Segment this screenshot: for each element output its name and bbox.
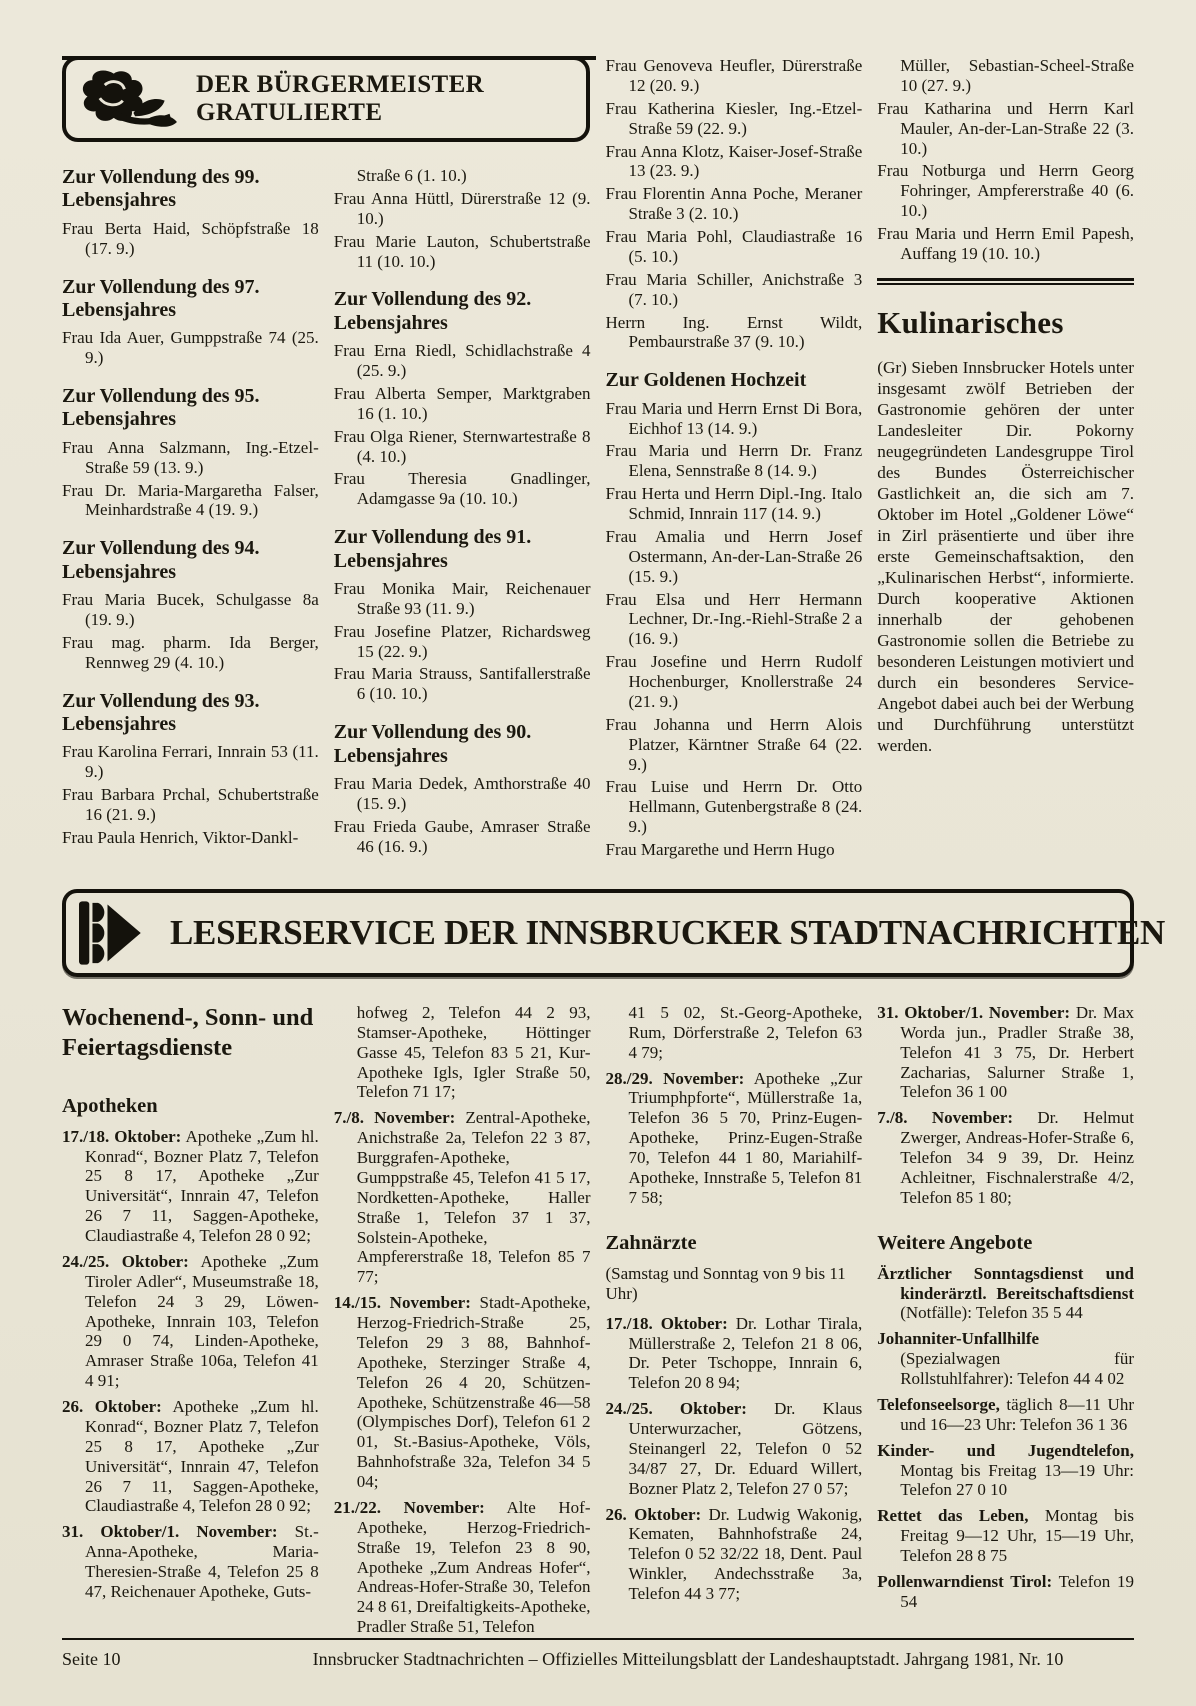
congrats-column-4 (877, 56, 1134, 863)
congrats-entry: Frau Genoveva Heufler, Dürerstraße 12 (20. 9.) (605, 56, 863, 95)
kulinarisches-heading: Kulinarisches (877, 304, 1064, 340)
service-entry (62, 1127, 319, 1246)
congrats-entry: Frau Florentin Anna Poche, Meraner Straße 3 (2. 10.) (605, 184, 863, 224)
congrats-entry: Frau Paula Henrich, Viktor-Dankl- (62, 827, 299, 847)
footer-imprint: Innsbrucker Stadtnachrichten – Offizielles Mitteilungsblatt der Landeshauptstadt. Jahrgang 1981, Nr. 10 (312, 1649, 1064, 1669)
congrats-entry: Frau Luise und Herrn Dr. Otto Hellmann, Gutenbergstraße 8 (24. 9.) (605, 777, 863, 837)
congrats-entry: Frau Maria und Herrn Ernst Di Bora, Eichhof 13 (14. 9.) (605, 398, 863, 438)
service-entry-date: 14./15. November: (333, 1293, 471, 1313)
entry-list (62, 328, 319, 368)
service-entry-list (62, 1127, 319, 1602)
service-entry (877, 1506, 1134, 1566)
service-entry-date: 17./18. Oktober: (62, 1126, 182, 1146)
congratulations-section (62, 56, 1134, 863)
service-entry-label: Pollenwarndienst Tirol: (877, 1571, 1053, 1591)
service-entry-text: Dr. Lothar Tirala, Müllerstraße 2, Telefon 21 8 06, Dr. Peter Tschoppe, Innrain 6, Telefon 20 8 94; (628, 1313, 863, 1393)
congrats-entry: Frau Maria Strauss, Santifallerstraße 6 (10. 10.) (333, 664, 591, 704)
service-entry-date: 28./29. November: (605, 1068, 745, 1088)
zahnaerzte-heading: Zahnärzte (605, 1231, 697, 1254)
congrats-entry: Frau Maria Pohl, Claudiastraße 16 (5. 10.) (605, 227, 863, 266)
service-entry-date: 31. Oktober/1. November: (62, 1522, 278, 1542)
congrats-entry: Frau Dr. Maria-Margaretha Falser, Meinhardstraße 4 (19. 9.) (62, 480, 319, 520)
service-entry-continuation: 41 5 02, St.-Georg-Apotheke, Rum, Dörferstraße 2, Telefon 63 4 79; (628, 1002, 863, 1062)
congrats-entry: Frau Josefine Platzer, Richardsweg 15 (22. 9.) (333, 621, 591, 661)
congrats-entry: Frau Maria und Herrn Dr. Franz Elena, Sennstraße 8 (14. 9.) (605, 441, 863, 481)
service-entry-text: Montag bis Freitag 13—19 Uhr: Telefon 27 0 10 (900, 1460, 1134, 1500)
congrats-entry: Frau Katherina Kiesler, Ing.-Etzel-Straße 59 (22. 9.) (605, 98, 863, 138)
entry-list (62, 438, 319, 521)
kulinarisches-body: (Gr) Sieben Innsbrucker Hotels unter insgesamt zwölf Betrieben der Gastronomie gehören der unter Landesleiter Dir. Pokorny neugegründeten Landesgruppe Tirol des Bundes Österreichischer Gastlichkeit an, die sich am 7. Oktober im Hotel „Goldener Löwe“ in Zirl präsentierte und über ihre erste Gemeinschaftsaktion, den „Kulinarischen Herbst“, informierte. Durch kooperative Aktionen innerhalb der gehobenen Gastronomie sollen die Betriebe zu besonderen Leistungen motiviert und durch ein besonderes Service-Angebot dabei auch bei der Werbung und Durchführung unterstützt werden. (877, 357, 1134, 755)
service-entry-text: Dr. Klaus Unterwurzacher, Götzens, Steinangerl 22, Telefon 0 52 34/87 27, Dr. Eduard Willert, Bozner Platz 2, Telefon 27 0 57; (628, 1399, 863, 1498)
age-heading-97: Zur Vollendung des 97. Lebensjahres (62, 275, 260, 321)
service-entry-continuation: hofweg 2, Telefon 44 2 93, Stamser-Apotheke, Höttinger Gasse 45, Telefon 83 5 21, Kur-Apotheke Igls, Igler Straße 50, Telefon 71 17; (356, 1002, 591, 1102)
congrats-entry: Frau Johanna und Herrn Alois Platzer, Kärntner Straße 64 (22. 9.) (605, 714, 863, 774)
congrats-column-3 (606, 56, 863, 863)
service-entry-text: Dr. Helmut Zwerger, Andreas-Hofer-Straße 6, Telefon 34 9 39, Dr. Heinz Achleitner, Fischnalerstraße 4/2, Telefon 85 1 80; (900, 1108, 1134, 1207)
zahnaerzte-note: (Samstag und Sonntag von 9 bis 11 Uhr) (605, 1263, 846, 1303)
age-heading-93: Zur Vollendung des 93. Lebensjahres (62, 689, 260, 736)
service-entry-date: 7./8. November: (333, 1108, 456, 1128)
services-section (62, 1003, 1134, 1643)
service-entry-list (877, 1003, 1134, 1208)
service-entry (62, 1397, 319, 1516)
weitere-angebote-heading: Weitere Angebote (877, 1231, 1033, 1254)
service-entry-text: Zentral-Apotheke, Anichstraße 2a, Telefon 22 3 87, Burggrafen-Apotheke, Gumppstraße 45, Telefon 41 5 17, Nordketten-Apotheke, Haller Straße 1, Telefon 37 1 37, Solstein-Apotheke, Ampfererstraße 18, Telefon 85 7 77; (356, 1108, 591, 1287)
service-entry-text: St.-Anna-Apotheke, Maria-Theresien-Straße 4, Telefon 25 8 47, Reichenauer Apotheke, Guts- (84, 1522, 319, 1601)
congrats-entry: Frau Berta Haid, Schöpfstraße 18 (17. 9.) (62, 218, 319, 258)
entry-list (334, 341, 591, 509)
service-entry (877, 1108, 1134, 1207)
service-entry (334, 1293, 591, 1492)
service-entry-date: 26. Oktober: (62, 1397, 162, 1417)
service-entry (606, 1399, 863, 1498)
entry-list (334, 774, 591, 857)
entry-list (606, 399, 863, 860)
service-entry (606, 1314, 863, 1394)
service-entry-date: 7./8. November: (877, 1108, 1014, 1128)
congrats-entry: Frau Anna Klotz, Kaiser-Josef-Straße 13 (23. 9.) (605, 141, 863, 181)
services-column-3 (606, 1003, 863, 1643)
congrats-entry: Frau Erna Riedl, Schidlachstraße 4 (25. 9.) (333, 341, 591, 381)
congrats-entry: Frau Frieda Gaube, Amraser Straße 46 (16. 9.) (333, 816, 591, 856)
entry-list (62, 742, 319, 847)
age-heading-94: Zur Vollendung des 94. Lebensjahres (62, 537, 260, 583)
congrats-entry: Frau Elsa und Herr Hermann Lechner, Dr.-Ing.-Riehl-Straße 2 a (16. 9.) (605, 589, 863, 649)
congrats-entry: Frau Margarethe und Herrn Hugo (605, 840, 835, 860)
service-entry-text: Apotheke „Zum Tiroler Adler“, Museumstraße 18, Telefon 24 3 29, Löwen-Apotheke, Innrain 103, Telefon 29 0 74, Linden-Apotheke, Amraser Straße 106a, Telefon 41 4 91; (84, 1251, 319, 1391)
service-entry-list (334, 1108, 591, 1637)
service-entry-label: Ärztlicher Sonntagsdienst und kinderärztl. Bereitschaftsdienst (877, 1263, 1134, 1303)
masthead (62, 56, 590, 142)
congrats-entry-continuation: Straße 6 (1. 10.) (356, 166, 467, 185)
congrats-entry: Herrn Ing. Ernst Wildt, Pembaurstraße 37 (9. 10.) (605, 312, 863, 352)
services-column-1 (62, 1003, 319, 1643)
congrats-entry-continuation: Müller, Sebastian-Scheel-Straße 10 (27. 9.) (900, 56, 1134, 95)
congrats-entry: Frau Alberta Semper, Marktgraben 16 (1. 10.) (333, 383, 591, 423)
entry-list (877, 99, 1134, 264)
service-entry-date: 17./18. Oktober: (605, 1313, 728, 1333)
congrats-entry: Frau Marie Lauton, Schubertstraße 11 (10. 10.) (333, 231, 591, 271)
service-entry-label: Rettet das Leben, (877, 1506, 1029, 1526)
page-number: Seite 10 (62, 1649, 121, 1669)
service-entry-text: Alte Hof-Apotheke, Herzog-Friedrich-Straße 19, Telefon 23 8 90, Apotheke „Zum Andreas Hofer“, Andreas-Hofer-Straße 30, Telefon 24 8 61, Dreifaltigkeits-Apotheke, Pradler Straße 51, Telefon (356, 1497, 591, 1637)
congrats-entry: Frau Katharina und Herrn Karl Mauler, An-der-Lan-Straße 22 (3. 10.) (877, 98, 1134, 158)
service-entry-text: Apotheke „Zum hl. Konrad“, Bozner Platz 7, Telefon 25 8 17, Apotheke „Zur Universität“, Innrain 47, Telefon 26 7 11, Saggen-Apotheke, Claudiastraße 4, Telefon 28 0 92; (84, 1397, 319, 1516)
service-entry-list (877, 1264, 1134, 1612)
leserservice-banner (62, 889, 1165, 977)
rose-icon (72, 67, 190, 131)
congrats-entry: Frau Josefine und Herrn Rudolf Hochenburger, Knollerstraße 24 (21. 9.) (605, 652, 863, 711)
service-entry-label: Telefonseelsorge, (877, 1394, 1000, 1414)
service-entry (62, 1252, 319, 1391)
age-heading-90: Zur Vollendung des 90. Lebensjahres (333, 721, 532, 767)
service-entry-date: 24./25. Oktober: (62, 1251, 189, 1271)
congrats-entry: Frau Amalia und Herrn Josef Ostermann, An-der-Lan-Straße 26 (15. 9.) (605, 526, 863, 586)
services-title: Wochenend-, Sonn- und Feiertagsdienste (62, 1003, 314, 1061)
service-entry (877, 1003, 1134, 1102)
service-entry-date: 21./22. November: (333, 1497, 485, 1517)
congrats-entry: Frau Olga Riener, Sternwartestraße 8 (4. 10.) (333, 426, 591, 466)
service-entry-list (606, 1069, 863, 1208)
congrats-entry: Frau Monika Mair, Reichenauer Straße 93 (11. 9.) (333, 578, 591, 618)
service-entry-text: Apotheke „Zum hl. Konrad“, Bozner Platz 7, Telefon 25 8 17, Apotheke „Zur Universität“, Innrain 47, Telefon 26 7 11, Saggen-Apotheke, Claudiastraße 4, Telefon 28 0 92; (84, 1126, 319, 1246)
apotheken-heading: Apotheken (62, 1094, 158, 1117)
banner-title: LESERSERVICE DER INNSBRUCKER STADTNACHRICHTEN (170, 912, 1165, 952)
service-entry (606, 1505, 863, 1604)
congrats-entry: Frau Karolina Ferrari, Innrain 53 (11. 9.) (62, 742, 319, 782)
masthead-box (62, 56, 590, 142)
congrats-entry: Frau Ida Auer, Gumppstraße 74 (25. 9.) (62, 328, 319, 368)
age-heading-91: Zur Vollendung des 91. Lebensjahres (333, 526, 532, 572)
service-entry-text: Dr. Max Worda jun., Pradler Straße 38, Telefon 41 3 75, Dr. Herbert Zacharias, Salurner Straße 1, Telefon 36 1 00 (900, 1002, 1134, 1102)
congrats-entry: Frau Maria Bucek, Schulgasse 8a (19. 9.) (62, 590, 319, 629)
congrats-entry: Frau Anna Salzmann, Ing.-Etzel-Straße 59 (13. 9.) (62, 437, 319, 477)
service-entry-text: Apotheke „Zur Triumphpforte“, Müllerstraße 1a, Telefon 36 5 70, Prinz-Eugen-Apotheke, Prinz-Eugen-Straße 70, Telefon 44 1 80, Mariahilf-Apotheke, Innstraße 5, Telefon 81 7 58; (628, 1068, 863, 1207)
congrats-entry: Frau mag. pharm. Ida Berger, Rennweg 29 (4. 10.) (62, 632, 319, 672)
entry-list (62, 590, 319, 673)
congrats-entry: Frau Maria Dedek, Amthorstraße 40 (15. 9.) (333, 773, 591, 813)
service-entry-text: Stadt-Apotheke, Herzog-Friedrich-Straße 25, Telefon 29 3 88, Bahnhof-Apotheke, Sterzinger Straße 4, Telefon 26 4 20, Schützen-Apotheke, Schützenstraße 46—58 (Olympisches Dorf), Telefon 61 2 01, St.-Basius-Apotheke, Völs, Bahnhofstraße 32a, Telefon 34 5 04; (356, 1293, 591, 1492)
service-entry-date: 26. Oktober: (605, 1504, 702, 1524)
service-entry-list (606, 1314, 863, 1604)
service-entry (877, 1395, 1134, 1435)
service-entry-text: Telefon 19 54 (900, 1571, 1134, 1611)
congrats-entry: Frau Theresia Gnadlinger, Adamgasse 9a (10. 10.) (333, 469, 591, 509)
age-heading-95: Zur Vollendung des 95. Lebensjahres (62, 385, 260, 431)
congrats-column-1 (62, 56, 319, 863)
entry-list (334, 189, 591, 272)
service-entry-text: täglich 8—11 Uhr und 16—23 Uhr: Telefon 36 1 36 (900, 1394, 1134, 1434)
service-entry (334, 1108, 591, 1287)
entry-list (62, 219, 319, 259)
leserservice-icon (79, 898, 155, 968)
age-heading-92: Zur Vollendung des 92. Lebensjahres (333, 288, 532, 334)
masthead-title: DER BÜRGERMEISTER GRATULIERTE (196, 71, 485, 126)
service-entry (62, 1522, 319, 1602)
congrats-entry: Frau Notburga und Herrn Georg Fohringer, Ampfererstraße 40 (6. 10.) (877, 161, 1134, 221)
service-entry (606, 1069, 863, 1208)
congrats-entry: Frau Barbara Prchal, Schubertstraße 16 (21. 9.) (62, 785, 319, 825)
service-entry-text: Montag bis Freitag 9—12 Uhr, 15—19 Uhr, Telefon 28 8 75 (900, 1506, 1134, 1566)
service-entry-label: Kinder- und Jugendtelefon, (877, 1440, 1134, 1460)
congrats-entry: Frau Anna Hüttl, Dürerstraße 12 (9. 10.) (333, 188, 591, 228)
entry-list (334, 579, 591, 704)
page-footer (62, 1638, 1134, 1670)
services-column-2 (334, 1003, 591, 1643)
double-rule (877, 278, 1134, 285)
service-entry (334, 1498, 591, 1637)
service-entry (877, 1264, 1134, 1324)
service-entry-text: (Spezialwagen für Rollstuhlfahrer): Telefon 44 4 02 (900, 1349, 1134, 1389)
congrats-entry: Frau Herta und Herrn Dipl.-Ing. Italo Schmid, Innrain 117 (14. 9.) (605, 484, 863, 524)
service-entry-text: (Notfälle): Telefon 35 5 44 (900, 1303, 1083, 1323)
goldene-hochzeit-heading: Zur Goldenen Hochzeit (605, 369, 807, 392)
service-entry (877, 1441, 1134, 1501)
services-column-4 (877, 1003, 1134, 1643)
age-heading-99: Zur Vollendung des 99. Lebensjahres (62, 166, 260, 212)
service-entry-text: Dr. Ludwig Wakonig, Kematen, Bahnhofstraße 24, Telefon 0 52 32/22 18, Dent. Paul Winkler, Andechsstraße 3a, Telefon 44 3 77; (628, 1504, 863, 1604)
congrats-entry: Frau Maria und Herrn Emil Papesh, Auffang 19 (10. 10.) (877, 224, 1134, 263)
service-entry-date: 24./25. Oktober: (605, 1399, 747, 1419)
congrats-entry: Frau Maria Schiller, Anichstraße 3 (7. 10.) (605, 269, 863, 309)
service-entry-label: Johanniter-Unfallhilfe (877, 1329, 1040, 1349)
service-entry-date: 31. Oktober/1. November: (877, 1002, 1071, 1022)
service-entry (877, 1329, 1134, 1389)
service-entry (877, 1572, 1134, 1612)
congrats-column-2 (334, 56, 591, 863)
entry-list (606, 56, 863, 352)
